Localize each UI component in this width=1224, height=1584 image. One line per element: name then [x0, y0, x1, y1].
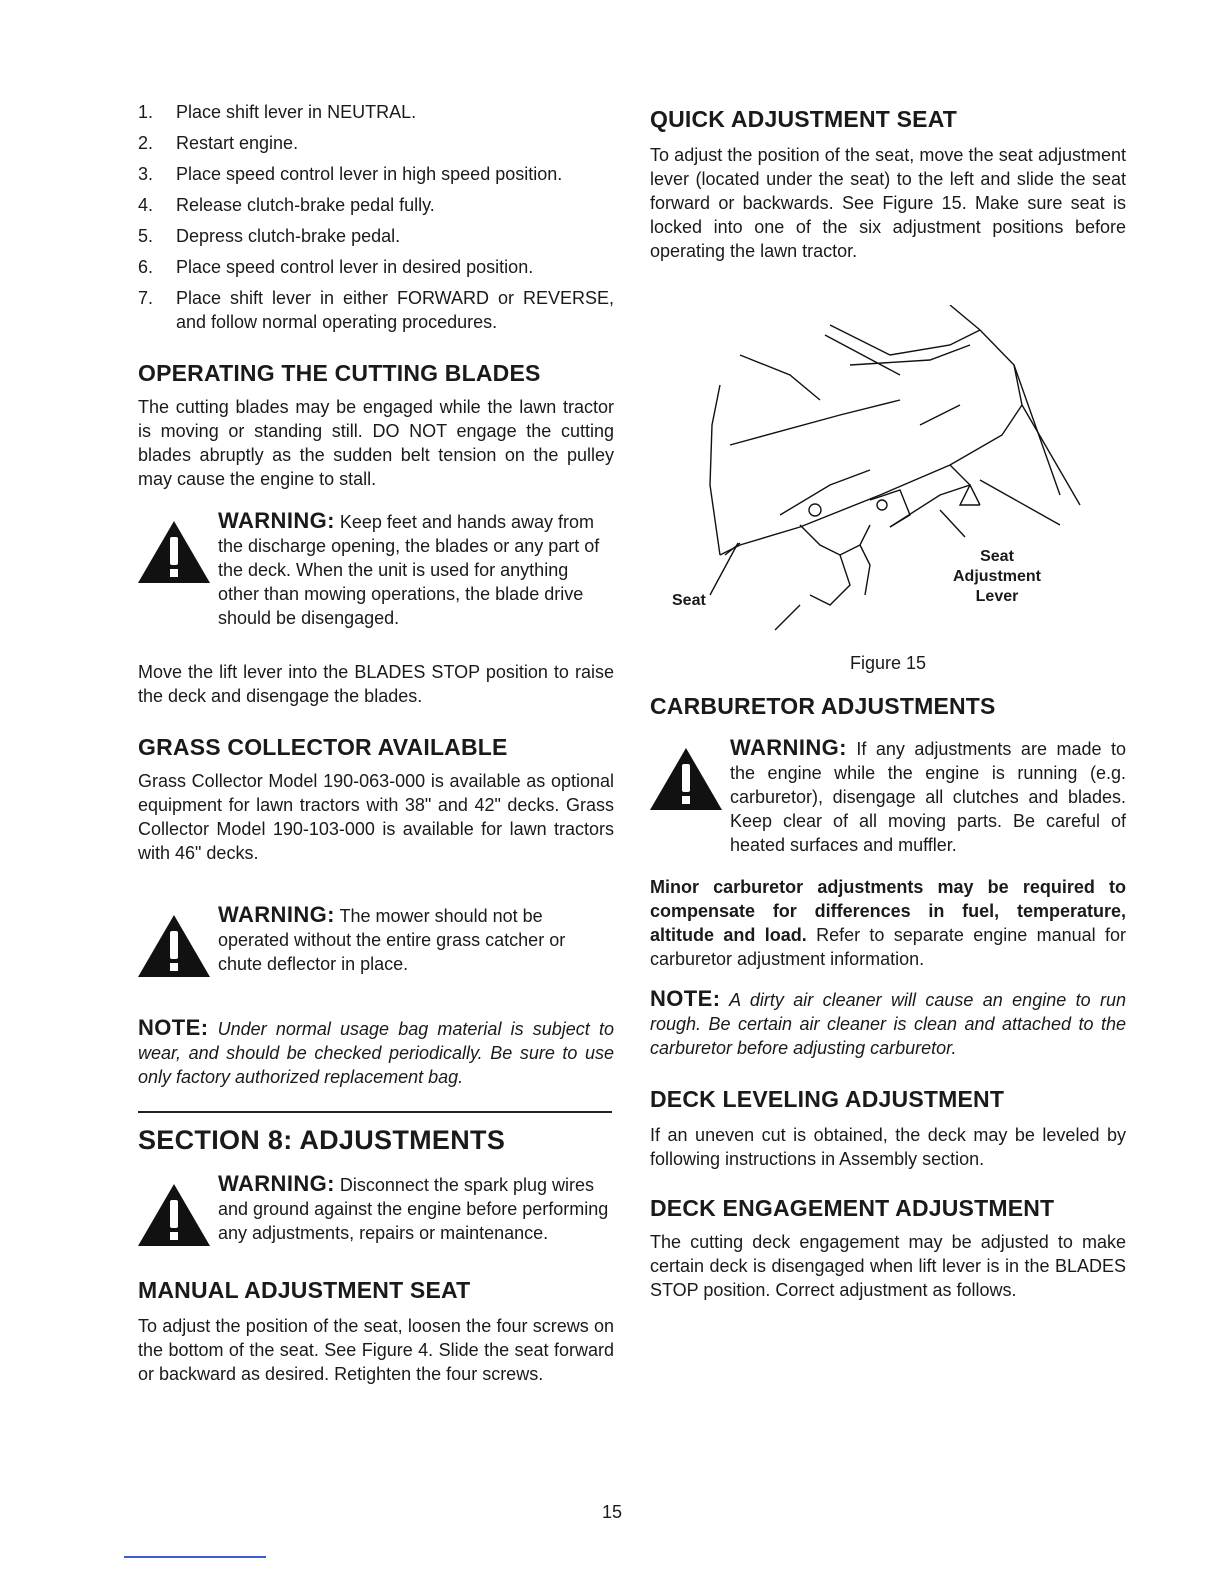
manual-seat-heading: MANUAL ADJUSTMENT SEAT — [138, 1277, 471, 1303]
warning-text: Keep feet and hands away from the discharge opening, the blades or any part of the deck. When the unit is used for anything other than mowing operations, the blade drive should be disengaged. — [218, 512, 600, 628]
step-number: 2. — [138, 133, 154, 153]
carburetor-bold-text: Minor carburetor adjustments may be required to compensate for differences in fuel, temperature, altitude and load. — [650, 877, 1126, 945]
section-divider — [138, 1111, 612, 1113]
step-text: Depress clutch-brake pedal. — [176, 226, 401, 246]
warning-icon — [138, 915, 218, 982]
page-number: 15 — [601, 1502, 623, 1522]
left-column — [138, 100, 614, 1386]
restart-steps-list — [138, 100, 614, 334]
note-label: NOTE: — [650, 986, 721, 1011]
step-text: Place shift lever in NEUTRAL. — [176, 102, 417, 122]
list-item — [138, 100, 614, 124]
warning-label: WARNING: — [218, 1171, 335, 1196]
lever-label-line: Seat — [980, 548, 1014, 565]
warning-label: WARNING: — [218, 508, 335, 533]
deck-engagement-body: The cutting deck engagement may be adjusted to make certain deck is disengaged when lift lever is in the BLADES STOP position. Correct adjustment as follows. — [650, 1232, 1126, 1300]
warning-icon — [138, 521, 218, 588]
deck-leveling-heading: DECK LEVELING ADJUSTMENT — [650, 1086, 1005, 1112]
cutting-blades-warning — [138, 509, 614, 630]
manual-seat-body: To adjust the position of the seat, loosen the four screws on the bottom of the seat. See Figure 4. Slide the seat forward or backward as desired. Retighten the four screws. — [138, 1316, 614, 1384]
list-item — [138, 224, 614, 248]
grass-collector-body: Grass Collector Model 190-063-000 is available as optional equipment for lawn tractors with 38" and 42" decks. Grass Collector Model 190-103-000 is available for lawn tractors with 46" decks. — [138, 771, 614, 863]
figure-caption: Figure 15 — [849, 653, 927, 673]
carburetor-heading: CARBURETOR ADJUSTMENTS — [650, 693, 996, 719]
note-label: NOTE: — [138, 1015, 209, 1040]
seat-adjustment-lever-label — [932, 547, 1062, 607]
quick-seat-heading: QUICK ADJUSTMENT SEAT — [650, 106, 958, 132]
step-number: 5. — [138, 226, 154, 246]
deck-leveling-body: If an uneven cut is obtained, the deck may be leveled by following instructions in Assembly section. — [650, 1125, 1126, 1169]
warning-text: If any adjustments are made to the engine while the engine is running (e.g. carburetor), disengage all clutches and blades. Keep clear of all moving parts. Be careful of heated surfaces and muffler. — [730, 739, 1126, 855]
deck-engagement-heading: DECK ENGAGEMENT ADJUSTMENT — [650, 1195, 1055, 1221]
cutting-blades-heading: OPERATING THE CUTTING BLADES — [138, 360, 541, 386]
section8-warning — [138, 1172, 614, 1251]
warning-label: WARNING: — [730, 735, 847, 760]
list-item — [138, 162, 614, 186]
carburetor-warning — [650, 736, 1126, 857]
step-text: Restart engine. — [176, 133, 299, 153]
cutting-blades-body: The cutting blades may be engaged while the lawn tractor is moving or standing still. DO NOT engage the cutting blades abruptly as the sudden belt tension on the pulley may cause the engine to stall. — [138, 397, 614, 489]
lever-label-line: Adjustment — [953, 568, 1041, 585]
step-text: Place speed control lever in desired position. — [176, 257, 534, 277]
quick-seat-body: To adjust the position of the seat, move the seat adjustment lever (located under the seat) to the left and slide the seat forward or backwards. See Figure 15. Make sure seat is locked into one of the six adjustment positions before operating the lawn tractor. — [650, 145, 1126, 261]
carburetor-body-text: Refer to separate engine manual for carburetor adjustment information. — [650, 925, 1126, 969]
list-item — [138, 286, 614, 334]
warning-label: WARNING: — [218, 902, 335, 927]
step-number: 6. — [138, 257, 154, 277]
list-item — [138, 131, 614, 155]
blades-stop-body: Move the lift lever into the BLADES STOP position to raise the deck and disengage the blades. — [138, 662, 614, 706]
step-number: 3. — [138, 164, 154, 184]
list-item — [138, 193, 614, 217]
step-text: Place speed control lever in high speed position. — [176, 164, 563, 184]
step-number: 7. — [138, 288, 154, 308]
step-number: 4. — [138, 195, 154, 215]
step-text: Place shift lever in either FORWARD or REVERSE, and follow normal operating procedures. — [176, 288, 614, 332]
note-text: Under normal usage bag material is subject to wear, and should be checked periodically. Be sure to use only factory authorized replacement bag. — [138, 1019, 614, 1087]
figure-15-illustration — [650, 305, 1126, 685]
list-item — [138, 255, 614, 279]
warning-icon — [650, 748, 730, 815]
seat-label: Seat — [672, 592, 706, 609]
section8-heading: SECTION 8: ADJUSTMENTS — [138, 1125, 506, 1155]
note-text: A dirty air cleaner will cause an engine to run rough. Be certain air cleaner is clean and attached to the carburetor before adjusting carburetor. — [650, 990, 1126, 1058]
grass-collector-note — [138, 1016, 614, 1089]
warning-icon — [138, 1184, 218, 1251]
carburetor-note — [650, 987, 1126, 1060]
warning-text: The mower should not be operated without the entire grass catcher or chute deflector in place. — [218, 906, 566, 974]
carburetor-body — [650, 875, 1126, 971]
grass-collector-heading: GRASS COLLECTOR AVAILABLE — [138, 734, 508, 760]
grass-collector-warning — [138, 903, 614, 982]
step-text: Release clutch-brake pedal fully. — [176, 195, 435, 215]
step-number: 1. — [138, 102, 154, 122]
lever-label-line: Lever — [975, 588, 1019, 605]
warning-text: Disconnect the spark plug wires and ground against the engine before performing any adjustments, repairs or maintenance. — [218, 1175, 609, 1243]
footer-rule — [124, 1556, 266, 1558]
right-column — [650, 100, 1126, 1302]
